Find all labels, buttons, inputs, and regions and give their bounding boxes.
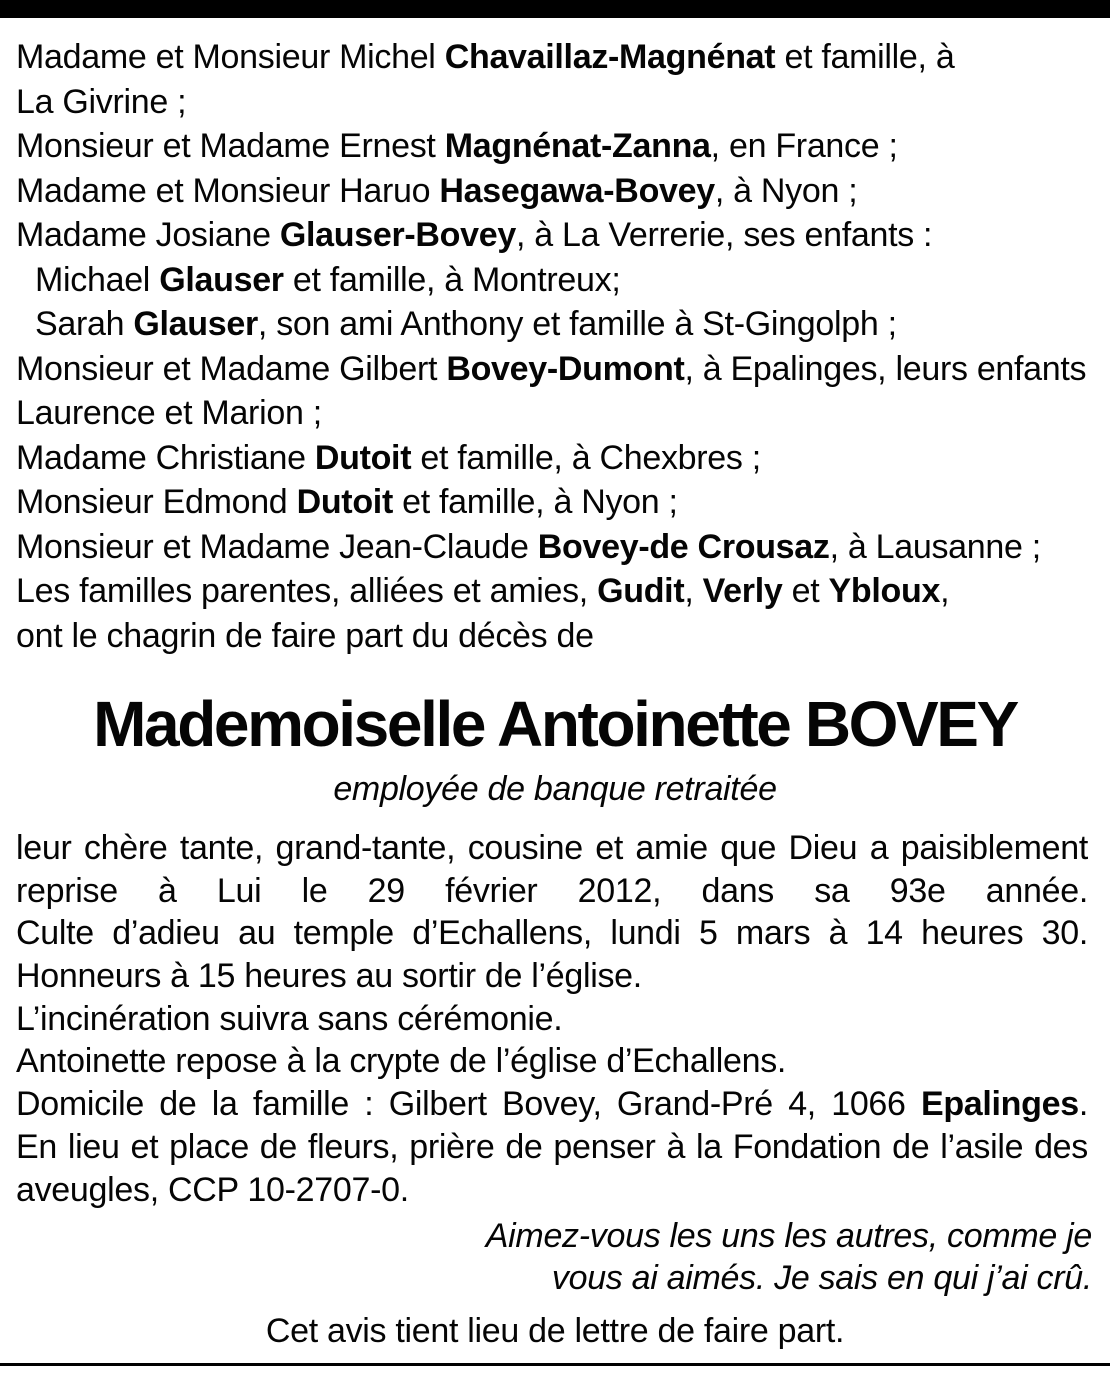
quote-line-2: vous ai aimés. Je sais en qui j’ai crû. bbox=[551, 1259, 1092, 1297]
announcer-text: Madame et Monsieur Michel bbox=[16, 38, 445, 76]
announcer-line-6 bbox=[16, 258, 1106, 303]
family-name: Bovey-de Crousaz bbox=[537, 527, 830, 566]
details-text: aveugles, CCP 10-2707-0. bbox=[16, 1170, 409, 1209]
announcer-text: et famille, à Nyon ; bbox=[392, 483, 678, 521]
funeral-details bbox=[16, 827, 1088, 1211]
announcing-families bbox=[16, 35, 1106, 658]
announcer-line-10 bbox=[16, 436, 1106, 481]
details-line-4 bbox=[16, 955, 1088, 998]
announcer-text: , son ami Anthony et famille à St-Gingolph ; bbox=[257, 305, 897, 343]
details-text: En lieu et place de fleurs, prière de penser à la Fondation de l’asile des bbox=[16, 1127, 1088, 1166]
details-line-1 bbox=[16, 827, 1088, 870]
announcer-text: Monsieur et Madame Jean-Claude bbox=[16, 527, 538, 566]
announcer-text: Les familles parentes, alliées et amies, bbox=[16, 572, 598, 610]
announcer-text: , bbox=[684, 572, 703, 610]
announcer-text: Madame Josiane bbox=[16, 216, 280, 254]
family-name: Verly bbox=[702, 572, 783, 610]
family-name: Ybloux bbox=[828, 572, 941, 610]
family-name: Glauser bbox=[159, 260, 284, 299]
announcer-text: et famille, à Chexbres ; bbox=[411, 438, 761, 477]
announcer-text: Sarah bbox=[35, 305, 134, 343]
top-rule bbox=[0, 0, 1110, 18]
announcer-line-4 bbox=[16, 169, 1106, 214]
announcer-text: La Givrine ; bbox=[16, 82, 187, 121]
bible-quote bbox=[272, 1215, 1092, 1299]
details-text: Domicile de la famille : Gilbert Bovey, Grand-Pré 4, 1066 bbox=[16, 1085, 921, 1124]
details-text: . bbox=[1078, 1085, 1088, 1124]
bottom-rule bbox=[0, 1363, 1110, 1366]
deceased-occupation: employée de banque retraitée bbox=[333, 770, 777, 808]
family-name: Dutoit bbox=[314, 438, 412, 477]
announcer-text: , à La Verrerie, ses enfants : bbox=[515, 216, 933, 254]
announcer-line-12 bbox=[16, 525, 1106, 570]
announcer-line-5 bbox=[16, 213, 1106, 258]
announcer-text: , à Epalinges, leurs enfants bbox=[684, 349, 1087, 388]
deceased-name: Mademoiselle Antoinette BOVEY bbox=[93, 688, 1017, 760]
details-text: L’incinération suivra sans cérémonie. bbox=[16, 999, 563, 1038]
details-text: Culte d’adieu au temple d’Echallens, lundi 5 mars à 14 heures 30. bbox=[16, 914, 1088, 953]
family-name: Gudit bbox=[597, 572, 685, 610]
announcer-text: Madame Christiane bbox=[16, 438, 315, 477]
family-name: Hasegawa-Bovey bbox=[439, 171, 715, 210]
announcer-text: , à Nyon ; bbox=[714, 171, 858, 210]
announcer-text: , à Lausanne ; bbox=[829, 527, 1041, 566]
family-name: Dutoit bbox=[296, 483, 393, 521]
announcer-text: Monsieur et Madame Gilbert bbox=[16, 349, 447, 388]
family-name: Glauser-Bovey bbox=[279, 216, 516, 254]
announcer-line-8 bbox=[16, 347, 1106, 392]
announcer-text: et famille, à Montreux; bbox=[283, 260, 621, 299]
announcer-line-3 bbox=[16, 124, 1106, 169]
announcer-text: et famille, à bbox=[775, 38, 955, 76]
announcer-line-11 bbox=[16, 480, 1106, 525]
details-line-6 bbox=[16, 1040, 1088, 1083]
announcer-text: ont le chagrin de faire part du décès de bbox=[16, 616, 594, 655]
announcer-text: Madame et Monsieur Haruo bbox=[16, 171, 440, 210]
announcer-line-13 bbox=[16, 569, 1106, 614]
announcer-line-14 bbox=[16, 614, 1106, 659]
details-text: reprise à Lui le 29 février 2012, dans sa 93e année. bbox=[16, 871, 1088, 910]
announcer-text: , bbox=[940, 572, 950, 610]
announcer-text: Monsieur et Madame Ernest bbox=[16, 127, 445, 165]
announcer-text: Michael bbox=[35, 260, 160, 299]
family-name: Magnénat-Zanna bbox=[444, 127, 711, 165]
announcer-text: Monsieur Edmond bbox=[16, 483, 297, 521]
family-name: Chavaillaz-Magnénat bbox=[444, 38, 776, 76]
announcer-line-9 bbox=[16, 391, 1106, 436]
announcer-line-1 bbox=[16, 35, 1106, 80]
family-name: Bovey-Dumont bbox=[446, 349, 685, 388]
announcer-line-7 bbox=[16, 302, 1106, 347]
details-text: leur chère tante, grand-tante, cousine et amie que Dieu a paisiblement bbox=[16, 829, 1088, 867]
domicile-town: Epalinges bbox=[920, 1085, 1079, 1124]
closing-statement: Cet avis tient lieu de lettre de faire part. bbox=[265, 1312, 845, 1350]
details-line-2 bbox=[16, 870, 1088, 913]
details-line-3 bbox=[16, 912, 1088, 955]
details-text: Antoinette repose à la crypte de l’église d’Echallens. bbox=[16, 1042, 787, 1081]
details-text: Honneurs à 15 heures au sortir de l’église. bbox=[16, 957, 642, 996]
family-name: Glauser bbox=[133, 305, 258, 343]
details-line-5 bbox=[16, 998, 1088, 1041]
announcer-text: et bbox=[782, 572, 829, 610]
announcer-line-2 bbox=[16, 80, 1106, 125]
details-line-7 bbox=[16, 1083, 1088, 1126]
announcer-text: Laurence et Marion ; bbox=[16, 394, 322, 432]
quote-line-1: Aimez-vous les uns les autres, comme je bbox=[485, 1217, 1092, 1255]
details-line-9 bbox=[16, 1169, 1088, 1212]
announcer-text: , en France ; bbox=[710, 127, 898, 165]
details-line-8 bbox=[16, 1126, 1088, 1169]
